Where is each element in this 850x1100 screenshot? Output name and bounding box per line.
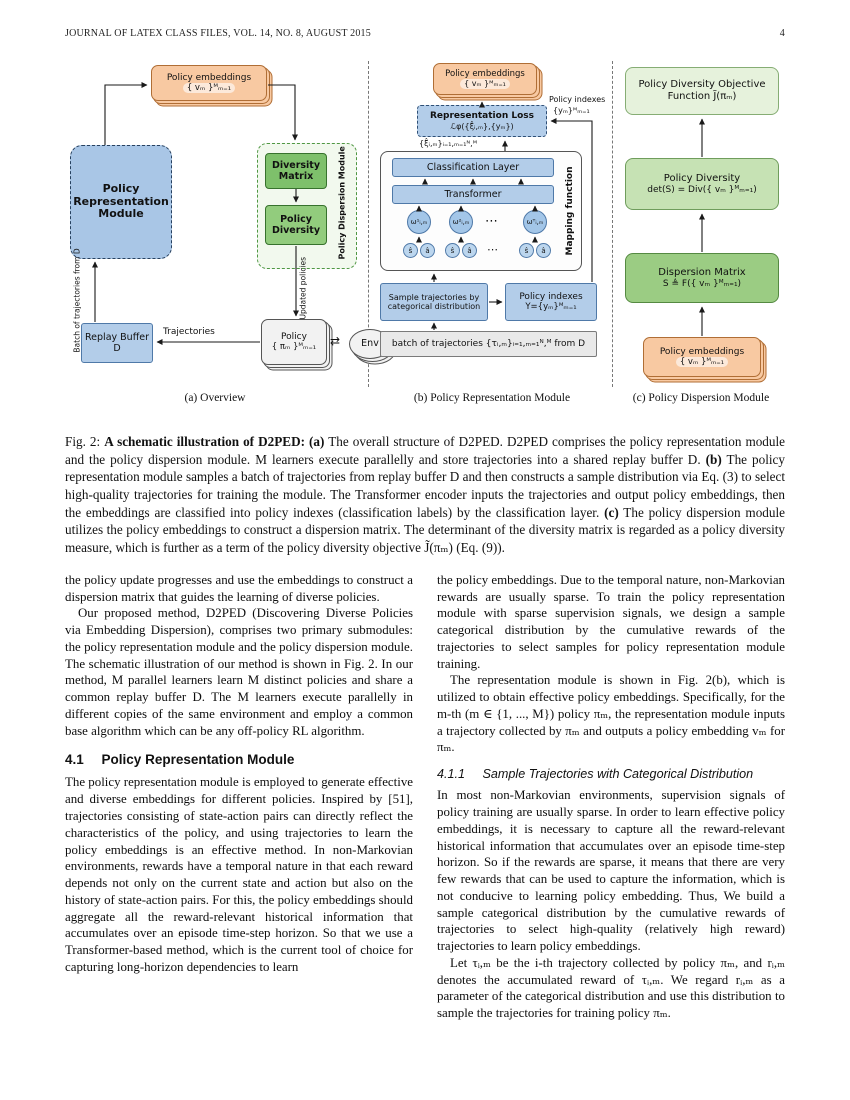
representation-loss-label: Representation Loss [429,110,534,121]
policy-diversity-box-c [625,158,779,210]
mapping-function-vlabel: Mapping function [565,166,575,256]
policy-embeddings-label: Policy embeddings [445,69,525,80]
panel-c-caption: (c) Policy Dispersion Module [632,392,770,404]
paragraph: the policy update progresses and use the embeddings to construct a dispersion matrix that guides the learning of diverse policies. [65,572,413,604]
right-column [437,572,785,1022]
policy-math: { πₘ }ᴹₘ₌₁ [271,342,317,353]
policy-indexes-top-label: Policy indexes [549,95,606,104]
updated-policies-label: Updated policies [298,256,308,320]
running-header [65,28,785,39]
policy-diversity-box-a: Policy Diversity [265,205,327,245]
diversity-matrix-box: Diversity Matrix [265,153,327,189]
action-token: â [462,243,477,258]
representation-loss-box [417,105,547,137]
panel-separator [612,61,613,387]
transformer-box: Transformer [392,185,554,204]
policy-dispersion-module-vlabel: Policy Dispersion Module [337,146,347,260]
policy-indexes-box-math: Y={yₘ}ᴹₘ₌₁ [525,302,577,313]
policy-representation-module-box: Policy Representation Module [70,145,172,259]
state-token: ŝ [519,243,534,258]
policy-embeddings-math: { vₘ }ᴹₘ₌₁ [183,83,235,93]
replay-buffer-box: Replay Buffer D [81,323,153,363]
journal-title: JOURNAL OF LATEX CLASS FILES, VOL. 14, NO. 8, AUGUST 2015 [65,28,371,39]
paragraph: Our proposed method, D2PED (Discovering Diverse Policies via Embedding Dispersion), comprises two primary submodules: the policy representation module and the policy dispersion module. The schematic illustration of our method is shown in Fig. 2. In our method, M parallel learners learn M distinct policies and share a common replay buffer D. The M learners execute parallelly in different copies of the same environment and employ a common base algorithm which can be any off-policy RL algorithm. [65,606,413,738]
panel-a-caption: (a) Overview [184,392,246,404]
trajectories-label: Trajectories [163,327,215,337]
state-token: ŝ [403,243,418,258]
classification-layer-box: Classification Layer [392,158,554,177]
policy-embeddings-math: { vₘ }ᴹₘ₌₁ [676,357,728,367]
paragraph: The policy representation module is employed to generate effective and diverse embeddings for different policies. Inspired by [51], trajectories consisting of state-action pairs can directly reflect the characteristics of the policy, and using trajectories to learn the policy embeddings is an effective method. In non-Markovian environments, rewards have a temporal nature in that each reward depends not only on the current state and action but also on the history of state-action pairs. For this, the policy embeddings should aggregate all the reward-relevant historical information that accumulates over an episode time-step horizon. So that we use a Transformer-based method, which is the current tool of choice for capturing long-horizon dependencies to learn [65,775,413,974]
action-token: â [420,243,435,258]
dispersion-matrix-box [625,253,779,303]
page-number: 4 [779,28,785,39]
section-number: 4.1.1 [437,767,466,782]
policy-indexes-box [505,283,597,321]
sample-trajectories-box: Sample trajectories by categorical distribution [380,283,488,321]
figure-caption: Fig. 2: A schematic illustration of D2PED: (a) The overall structure of D2PED. D2PED comprises the policy representation module and the policy dispersion module. M learners execute parallelly and store trajectories into a shared replay buffer D. (b) The policy representation module samples a batch of trajectories from replay buffer D and then constructs a sample distribution via Eq. (3) to select high-quality trajectories for training the module. The Transformer encoder inputs the trajectories and output policy embeddings, then the embeddings are classified into policy indexes (classification labels) by the classification layer. (c) The policy dispersion module utilizes the policy embeddings to construct a dispersion matrix. The determinant of the diversity matrix is regarded as a policy diversity measure, which is further as a term of the policy diversity objective J̃(πₘ) (Eq. (9)). [65,434,786,556]
policy-diversity-math: det(S) = Div({ vₘ }ᴹₘ₌₁) [647,184,757,195]
objective-math: Function J̃(πₘ) [667,91,737,102]
dispersion-matrix-math: S ≜ F({ vₘ }ᴹₘ₌₁) [662,278,742,289]
body-columns [65,572,785,1022]
paragraph: Let τᵢ,ₘ be the i-th trajectory collected by policy πₘ, and rᵢ,ₘ denotes the accumulated reward of τᵢ,ₘ. We regard rᵢ,ₘ as a parameter of the categorical distribution and use this distribution to sample the trajectories for training policy πₘ. [437,955,785,1021]
policy-indexes-box-label: Policy indexes [519,291,583,302]
batch-of-trajectories-label: Batch of trajectories from D [72,248,82,353]
policy-embeddings-label: Policy embeddings [166,72,252,83]
paragraph: The representation module is shown in Fig. 2(b), which is utilized to obtain effective policy embeddings. Specifically, for the m-th (m ∈ {1, ..., M}) policy πₘ, the representation module inputs a trajectory collected by πₘ and outputs a policy embedding vₘ for πₘ. [437,673,785,755]
policy-embeddings-math: { vₘ }ᴹₘ₌₁ [460,79,510,89]
figure-2-diagram [65,61,785,413]
representation-loss-math: ℒφ({ξ̂ᵢ,ₘ},{yₘ}) [450,121,514,131]
objective-label: Policy Diversity Objective [638,79,766,91]
dispersion-matrix-label: Dispersion Matrix [658,266,746,278]
section-title: Sample Trajectories with Categorical Distribution [482,767,754,782]
state-token: ŝ [445,243,460,258]
policy-env-exchange-icon: ⇄ [330,334,341,348]
action-token: â [536,243,551,258]
policy-embeddings-box-a [151,65,267,101]
policy-label: Policy [281,331,307,342]
policy-diversity-label: Policy Diversity [663,172,741,184]
diversity-objective-box [625,67,779,115]
xi-embeddings-label: {ξ̂ᵢ,ₘ}ᵢ₌₁,ₘ₌₁ᴺ,ᴹ [419,139,478,148]
batch-of-trajectories-box: batch of trajectories {τᵢ,ₘ}ᵢ₌₁,ₘ₌₁ᴺ,ᴹ from D [380,331,597,357]
token-ellipsis: ⋯ [487,243,498,256]
omega-token-T: ωᵀᵢ,ₘ [523,210,547,234]
policy-embeddings-label: Policy embeddings [659,346,745,357]
section-heading-4-1-1 [437,767,785,781]
omega-token-1: ω¹ᵢ,ₘ [407,210,431,234]
omega-ellipsis: ⋯ [485,214,498,229]
policy-embeddings-box-b [433,63,537,95]
policy-embeddings-box-c [643,337,761,377]
section-heading-4-1 [65,752,413,767]
left-column [65,572,413,1022]
paragraph: In most non-Markovian environments, supervision signals of policy training are usually sparse. In order to learn effective policy embeddings, it is necessary to capture all the reward-relevant historical information that accumulates over an episode time-step horizon. So if the rewards are sparse, it means that there are very few rewards that can be used to capture the information, which is not conducive to learning policy embedding. Thus, We build a sample categorical distribution by the cumulative rewards of trajectories to select high-quality (relatively high reward) trajectories to learn policy embeddings. [437,788,785,954]
omega-token-2: ω²ᵢ,ₘ [449,210,473,234]
policy-indexes-top-math: {yₘ}ᴹₘ₌₁ [553,106,590,115]
env-box: Env [349,329,391,359]
panel-b-caption: (b) Policy Representation Module [413,392,571,404]
section-number: 4.1 [65,752,84,768]
paragraph: the policy embeddings. Due to the temporal nature, non-Markovian rewards are usually sparse. To train the policy representation module with sparse supervision signals, we design a sample categorical distribution by the cumulative rewards of the trajectories to select samples for policy representation module training. [437,572,785,671]
section-title: Policy Representation Module [101,752,295,768]
policy-box [261,319,327,365]
